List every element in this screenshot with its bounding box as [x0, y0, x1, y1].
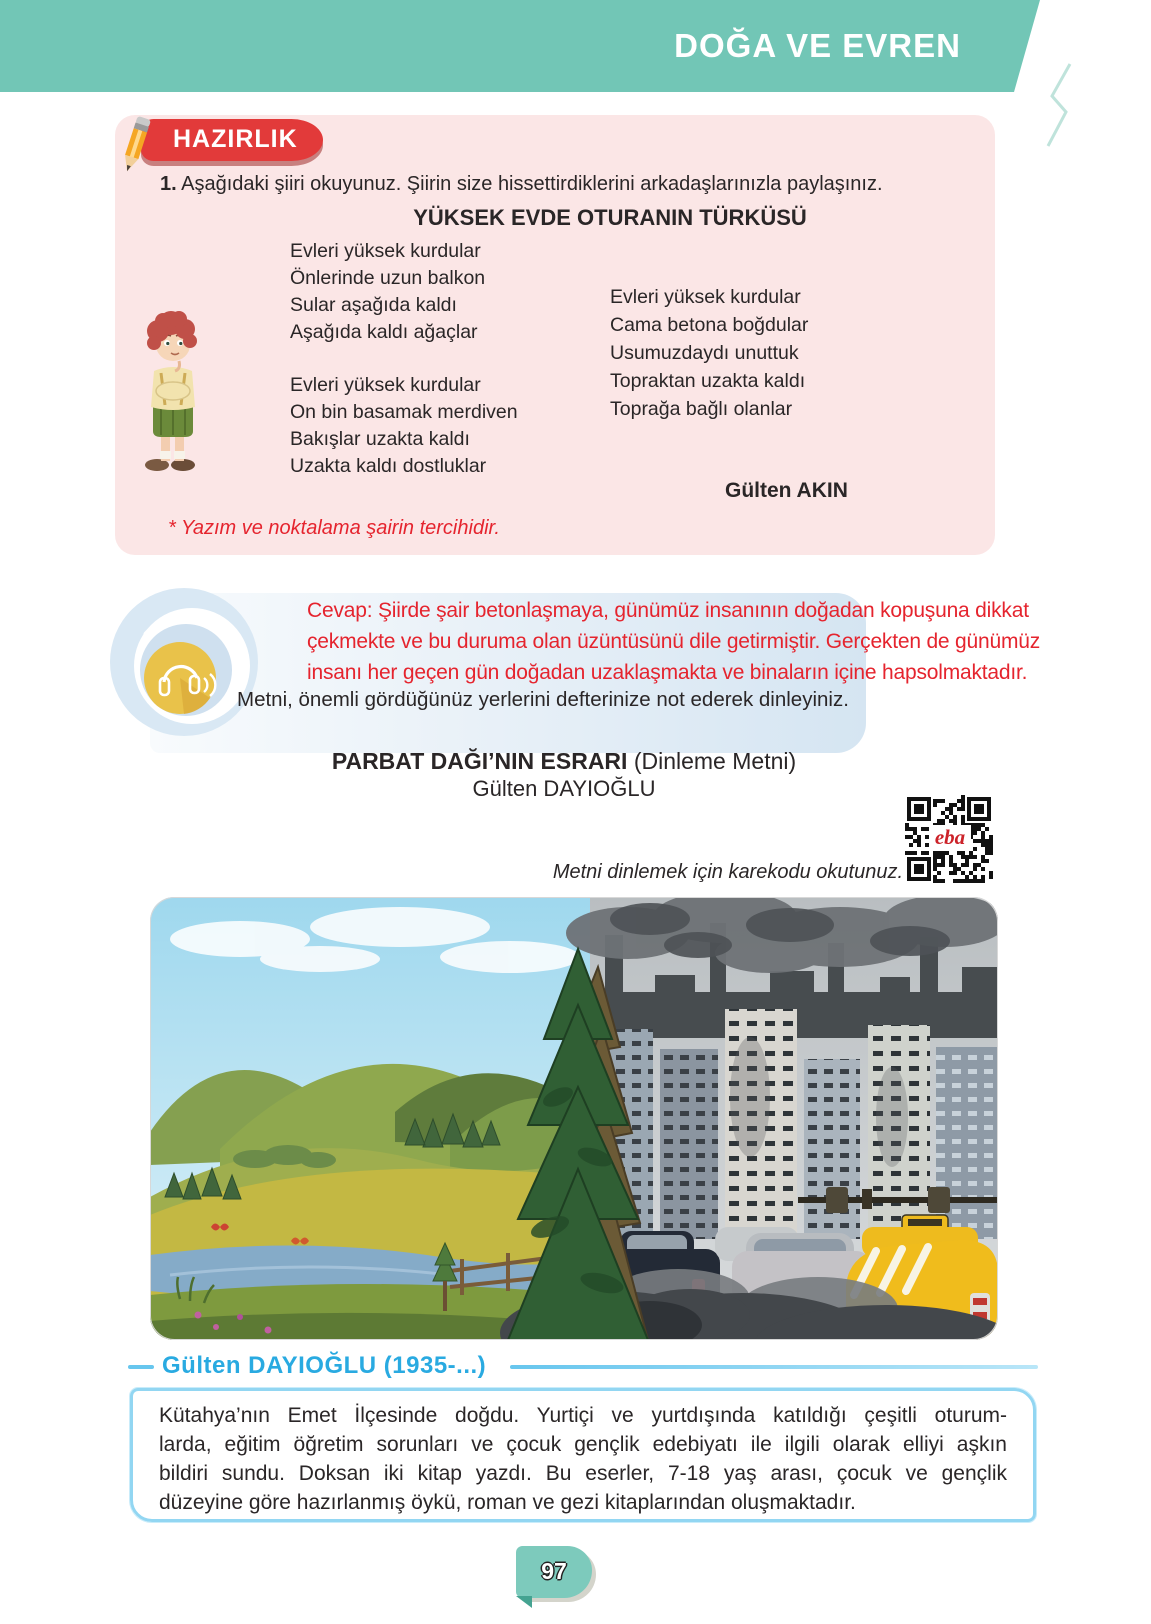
biography-line: Kütahya’nın Emet İlçesinde doğdu. Yurtiçi ve yurtdışında katıldığı çeşitli oturum- [159, 1404, 1007, 1427]
answer-text: Cevap: Şiirde şair betonlaşmaya, günümüz insanının doğadan kopuşuna dikkat çekmekte ve bu duruma olan üzüntüsünü dile getirmiştir. Gerçekten de günümüz insanı her geçen gün doğadan uzaklaşmakta ve binaların içine hapsolmaktadır. [307, 599, 1041, 684]
biography-line: bildiri sundu. Doksan iki kitap yazdı. Bu eserler, 7-18 yaş arası, çocuk ve gençlik [159, 1462, 1007, 1485]
page-number-badge [516, 1546, 598, 1604]
biography-line: düzeyine göre hazırlanmış öykü, roman ve gezi kitaplarından oluşmaktadır. [159, 1491, 856, 1514]
poem-line: On bin basamak merdiven [290, 401, 518, 423]
poem-footnote: * Yazım ve noktalama şairin tercihidir. [168, 517, 500, 539]
fountain-pen-icon [1000, 0, 1150, 150]
biography-heading-row [128, 1352, 1038, 1382]
poem-line: Topraktan uzakta kaldı [610, 370, 806, 392]
page-number-fold [516, 1596, 532, 1608]
hazirlik-badge-label: HAZIRLIK [173, 125, 298, 153]
headphones-icon [144, 642, 216, 714]
poem-author: Gülten AKIN [725, 479, 848, 502]
poem-line: Aşağıda kaldı ağaçlar [290, 321, 478, 343]
nature-city-illustration [150, 897, 998, 1340]
audio-swirl-graphic [108, 582, 268, 750]
reading-title-row [0, 748, 1128, 775]
activity-number: 1. [160, 173, 177, 195]
heading-rule-left [128, 1365, 154, 1369]
child-illustration [123, 293, 223, 473]
poem-line: Evleri yüksek kurdular [610, 286, 801, 308]
poem-line: Önlerinde uzun balkon [290, 267, 486, 289]
activity-instruction [160, 173, 970, 196]
poem-line: Uzakta kaldı dostluklar [290, 455, 487, 477]
reading-title: PARBAT DAĞI’NIN ESRARI [331, 748, 628, 774]
heading-rule-right [510, 1365, 1038, 1369]
poem-line: Evleri yüksek kurdular [290, 374, 481, 396]
pencil-icon [107, 111, 167, 177]
reading-subtitle: (Dinleme Metni) [627, 748, 797, 774]
biography-heading: Gülten DAYIOĞLU (1935-...) [162, 1352, 487, 1379]
poem-line: Bakışlar uzakta kaldı [290, 428, 470, 450]
page-number: 97 [541, 1558, 567, 1584]
poem-line: Evleri yüksek kurdular [290, 240, 481, 262]
hazirlik-section [115, 115, 995, 555]
poem-line: Cama betona boğdular [610, 314, 809, 336]
poem-line: Usumuzdaydı unuttuk [610, 342, 799, 364]
biography-box [130, 1388, 1036, 1522]
activity-text: Aşağıdaki şiiri okuyunuz. Şiirin size hissettirdiklerini arkadaşlarınızla paylaşınız. [181, 173, 883, 195]
poem-title: YÜKSEK EVDE OTURANIN TÜRKÜSÜ [413, 205, 807, 230]
qr-code [905, 795, 993, 883]
hazirlik-badge [107, 111, 337, 177]
biography-line: larda, eğitim öğretim sorunları ve çocuk gençlik edebiyatı ile ilgili olarak elliyi aşkın [159, 1433, 1007, 1456]
unit-title: DOĞA VE EVREN [674, 27, 961, 64]
reading-author: Gülten DAYIOĞLU [472, 776, 656, 801]
poem-line: Sular aşağıda kaldı [290, 294, 457, 316]
qr-caption: Metni dinlemek için karekodu okutunuz. [552, 861, 903, 883]
poem-left-column [290, 238, 518, 480]
poem-line: Toprağa bağlı olanlar [610, 398, 793, 420]
listening-instruction: Metni, önemli gördüğünüz yerlerini defterinize not ederek dinleyiniz. [237, 688, 849, 711]
eba-logo: eba [929, 825, 971, 851]
poem-right-column [610, 283, 808, 423]
